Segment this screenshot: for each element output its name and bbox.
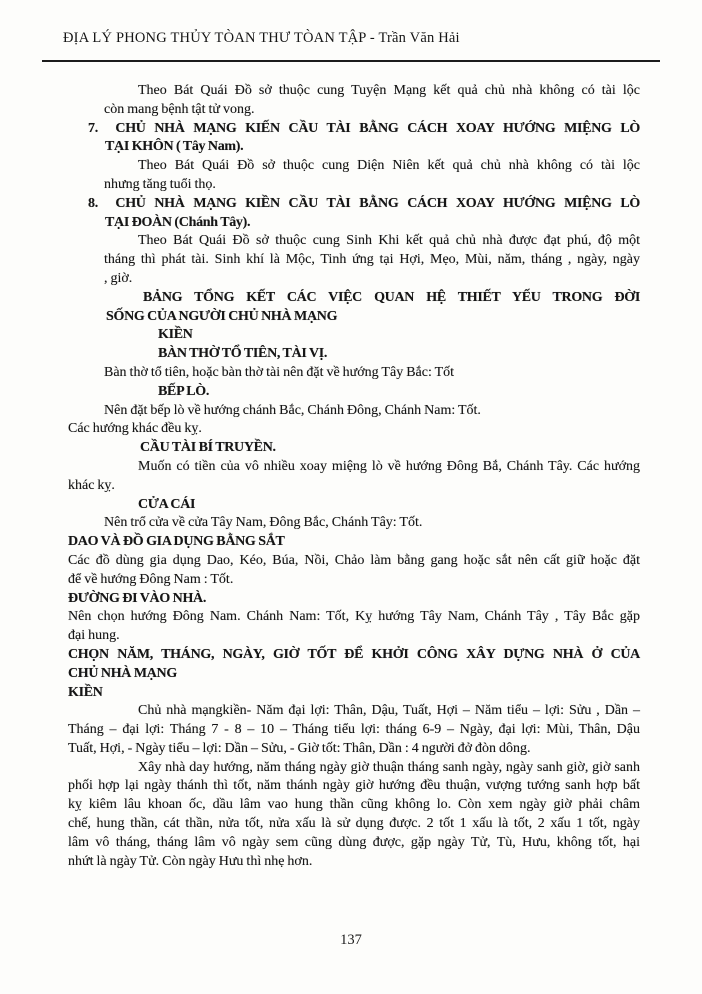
text-line: Muốn có tiền của vô nhiều xoay miệng lò về hướng Đông Bắ, Chánh Tây. Các hướng [138,458,640,474]
text-line: KIỀN [158,327,193,343]
header-rule [42,60,660,62]
text-line: , giờ. [104,270,133,286]
page-number: 137 [340,932,362,948]
text-line: Các đồ dùng gia dụng Dao, Kéo, Búa, Nồi, Chảo làm bằng gang hoặc sắt nên cất giữ hoặc đặt [68,552,640,568]
text-line: Xây nhà day hướng, năm tháng ngày giờ thuận tháng sanh ngày, ngày sanh giờ, giờ sanh [138,759,640,775]
text-line: Theo Bát Quái Đồ sở thuộc cung Sinh Khi kết quả chủ nhà được đạt phú, độ một [138,233,640,249]
text-line: CHỦ NHÀ MẠNG [68,665,177,681]
text-line: CỬA CÁI [138,496,196,512]
text-line: Nên đặt bếp lò về hướng chánh Bắc, Chánh Đông, Chánh Nam: Tốt. [104,402,481,418]
text-line: phối hợp lại ngày thánh thì tốt, năm thánh ngày giờ hướng đều thuận, vượng tướng sanh hợp bất [68,778,640,794]
text-line: Tuất, Hợi, - Ngày tiểu – lợi: Dần – Sửu, - Giờ tốt: Thân, Dần : 4 người đở đòn dông. [68,740,531,756]
text-line: đại hung. [68,628,120,644]
page-footer [0,932,702,949]
text-line: lâm vô tháng, tháng lâm vô ngày sem cũng dùng được, gặp ngày Tử, Tù, Hưu, không tốt, hại [68,834,640,850]
text-line: Theo Bát Quái Đồ sở thuộc cung Diện Niên kết quả chủ nhà không có tài lộc [138,158,640,174]
text-line: nhứt là ngày Tử. Còn ngày Hưu thì nhẹ hơn. [68,853,313,869]
text-line: Các hướng khác đều kỵ. [68,421,202,437]
text-line: CẦU TÀI BÍ TRUYỀN. [140,440,276,456]
document-body [68,82,640,871]
text-line: KIỀN [68,684,103,700]
text-line: nhưng tăng tuổi thọ. [104,176,216,192]
text-line: SỐNG CỦA NGƯỜI CHỦ NHÀ MẠNG [106,308,338,324]
header-title: ĐỊA LÝ PHONG THỦY TÒAN THƯ TÒAN TẬP - Trần Văn Hải [63,30,460,46]
text-line: tháng thì phát tài. Sinh khí là Mộc, Tinh ứng tại Hợi, Mẹo, Mùi, năm, tháng , ngày, ngày [104,252,640,268]
text-line: kỵ kiêm lâu khoan ốc, dầu lâm vao hung thần cũng không lo. Còn xem ngày giờ phải châm [68,797,640,813]
text-line: chế, hung thần, cát thần, nửa tốt, nửa xấu là sử dụng được. 2 tốt 1 xấu là tốt, 2 xấu 1 tốt, ngày [68,816,640,832]
text-line: CHỌN NĂM, THÁNG, NGÀY, GIỜ TỐT ĐỂ KHỞI CÔNG XÂY DỰNG NHÀ Ở CỦA [68,646,640,662]
text-line: Nên chọn hướng Đông Nam. Chánh Nam: Tốt, Kỵ hướng Tây Nam, Chánh Tây , Tây Bắc gặp [68,609,640,625]
text-line: Bàn thờ tổ tiên, hoặc bàn thờ tài nên đặt về hướng Tây Bắc: Tốt [104,364,455,380]
text-line: để về hướng Đông Nam : Tốt. [68,571,234,587]
text-line: TẠI KHÔN ( Tây Nam). [105,139,244,155]
text-line: Theo Bát Quái Đồ sở thuộc cung Tuyện Mạng kết quả chủ nhà không có tài lộc [138,83,640,98]
text-line: TẠI ĐOÀN (Chánh Tây). [105,214,251,230]
text-line: 7. CHỦ NHÀ MẠNG KIẾN CẦU TÀI BẰNG CÁCH XOAY HƯỚNG MIỆNG LÒ [88,120,640,136]
text-line: BẾP LÒ. [158,383,210,399]
text-line: 8. CHỦ NHÀ MẠNG KIỀN CẦU TÀI BẰNG CÁCH XOAY HƯỚNG MIỆNG LÒ [88,195,640,211]
text-line: Tháng – đại lợi: Tháng 7 - 8 – 10 – Tháng tiểu lợi: tháng 6-9 – Ngày, đại lợi: Mùi, Thân, Dậu [68,722,640,738]
text-line: còn mang bệnh tật tử vong. [104,101,255,117]
text-line: Chủ nhà mạngkiền- Năm đại lợi: Thân, Dậu, Tuất, Hợi – Năm tiểu – lợi: Sửu , Dần – [138,703,640,719]
text-line: khác kỵ. [68,477,115,493]
text-line: DAO VÀ ĐỒ GIA DỤNG BẰNG SẮT [68,534,285,550]
text-line: BÀN THỜ TỔ TIÊN, TÀI VỊ. [158,346,328,362]
text-line: BẢNG TỔNG KẾT CÁC VIỆC QUAN HỆ THIẾT YẾU TRONG ĐỜI [143,289,640,305]
text-line: Nên trổ cửa về cửa Tây Nam, Đông Bắc, Chánh Tây: Tốt. [104,515,423,531]
text-line: ĐƯỜNG ĐI VÀO NHÀ. [68,590,207,606]
